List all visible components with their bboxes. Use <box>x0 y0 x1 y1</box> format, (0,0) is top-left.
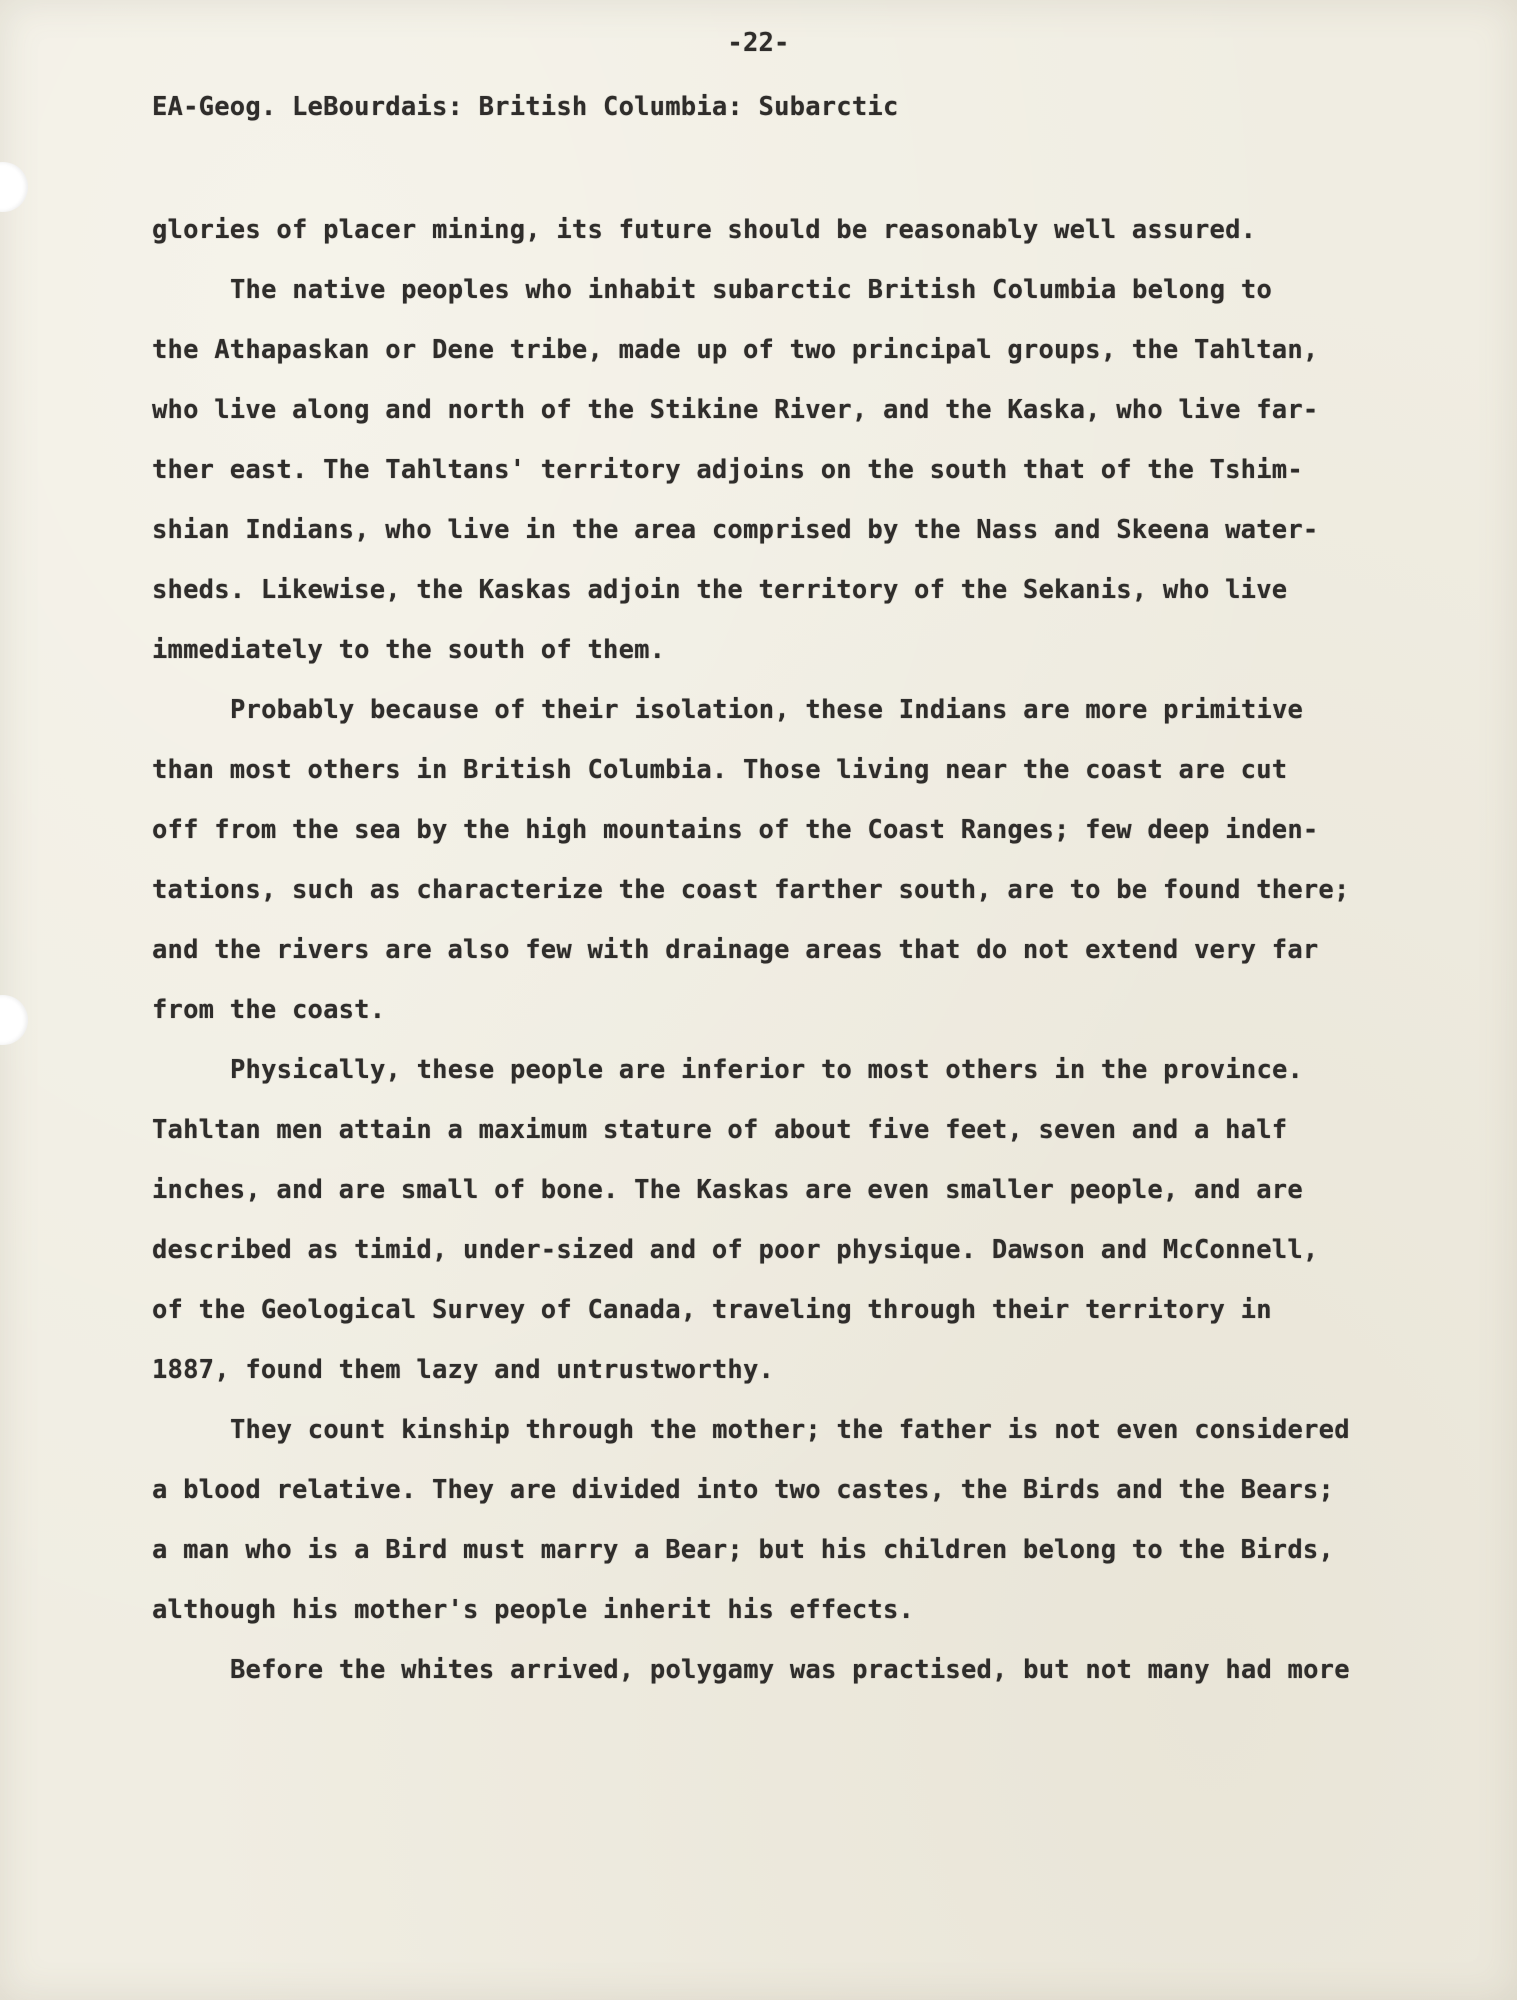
text-line: ther east. The Tahltans' territory adjoins on the south that of the Tshim- <box>152 455 1303 485</box>
paragraph-first-line: Physically, these people are inferior to most others in the province. <box>230 1055 1304 1085</box>
punch-hole <box>0 995 28 1045</box>
text-line: although his mother's people inherit his effects. <box>152 1595 915 1625</box>
text-line: inches, and are small of bone. The Kaskas are even smaller people, and are <box>152 1175 1303 1205</box>
paragraph-first-line: The native peoples who inhabit subarctic British Columbia belong to <box>230 275 1273 305</box>
paragraph-first-line: They count kinship through the mother; the father is not even considered <box>230 1415 1350 1445</box>
punch-hole <box>0 162 28 212</box>
text-line: the Athapaskan or Dene tribe, made up of two principal groups, the Tahltan, <box>152 335 1319 365</box>
text-line: a man who is a Bird must marry a Bear; but his children belong to the Birds, <box>152 1535 1334 1565</box>
page-number: -22- <box>727 28 790 58</box>
text-line: from the coast. <box>152 995 386 1025</box>
text-line: tations, such as characterize the coast farther south, are to be found there; <box>152 875 1350 905</box>
text-line: sheds. Likewise, the Kaskas adjoin the territory of the Sekanis, who live <box>152 575 1288 605</box>
text-line: who live along and north of the Stikine River, and the Kaska, who live far- <box>152 395 1319 425</box>
paragraph-first-line: Probably because of their isolation, these Indians are more primitive <box>230 695 1304 725</box>
text-line: off from the sea by the high mountains of the Coast Ranges; few deep inden- <box>152 815 1319 845</box>
text-line: described as timid, under-sized and of poor physique. Dawson and McConnell, <box>152 1235 1319 1265</box>
text-line: a blood relative. They are divided into two castes, the Birds and the Bears; <box>152 1475 1334 1505</box>
body-text <box>152 200 1352 1700</box>
running-header: EA-Geog. LeBourdais: British Columbia: Subarctic <box>152 92 899 122</box>
text-line: Tahltan men attain a maximum stature of about five feet, seven and a half <box>152 1115 1288 1145</box>
text-line: glories of placer mining, its future should be reasonably well assured. <box>152 215 1257 245</box>
text-line: and the rivers are also few with drainage areas that do not extend very far <box>152 935 1319 965</box>
text-line: 1887, found them lazy and untrustworthy. <box>152 1355 775 1385</box>
text-line: of the Geological Survey of Canada, traveling through their territory in <box>152 1295 1272 1325</box>
text-line: immediately to the south of them. <box>152 635 666 665</box>
text-line: shian Indians, who live in the area comprised by the Nass and Skeena water- <box>152 515 1319 545</box>
paragraph-first-line: Before the whites arrived, polygamy was practised, but not many had more <box>230 1655 1350 1685</box>
text-line: than most others in British Columbia. Those living near the coast are cut <box>152 755 1288 785</box>
